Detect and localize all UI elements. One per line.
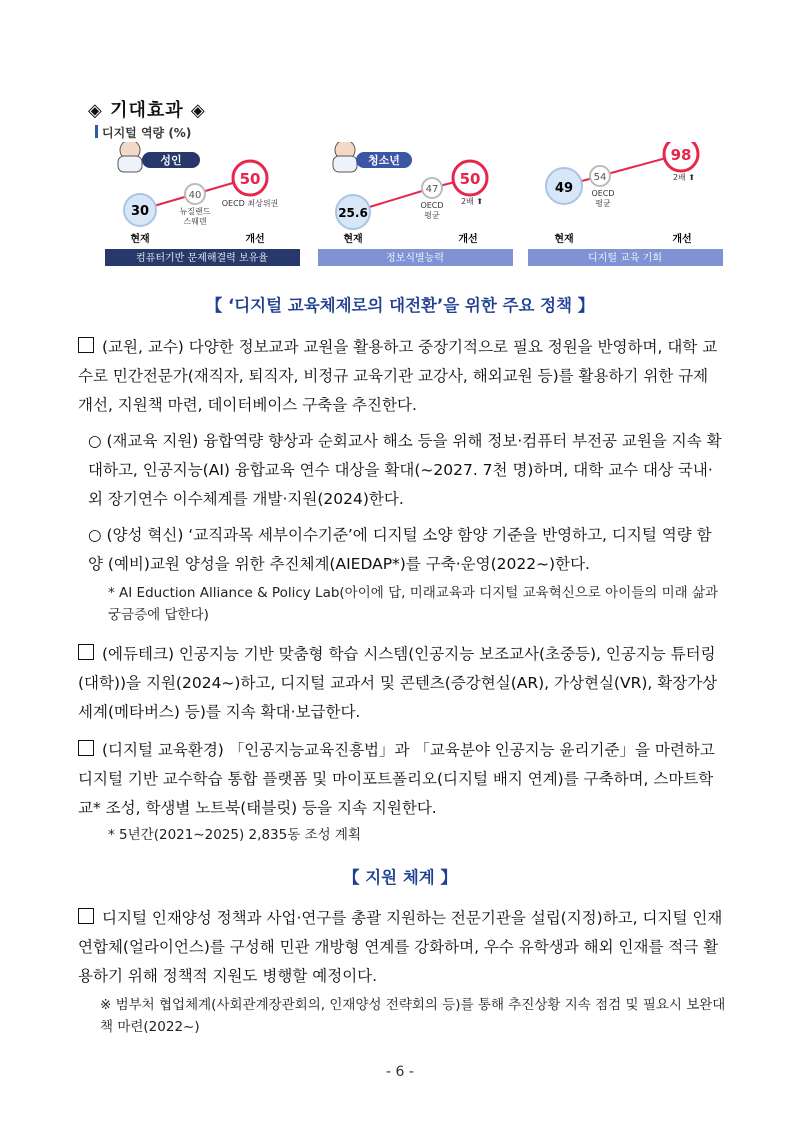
section-title-support: 【 지원 체계 】 <box>343 868 457 887</box>
note-interagency: ※ 범부처 협업체계(사회관계장관회의, 인재양성 전략회의 등)를 통해 추진상황 지속 점검 및 필요시 보완대책 마련(2022~) <box>100 997 726 1035</box>
panel-adult <box>105 142 300 266</box>
checkbox-icon <box>78 644 94 660</box>
youth-mid-value: 47 <box>425 184 439 195</box>
youth-target-label: 2배 ⬆ <box>460 197 484 206</box>
adult-improve-label: 개선 <box>245 234 265 245</box>
panel-youth <box>318 142 513 266</box>
youth-target-value: 50 <box>459 170 481 188</box>
youth-mid-label-1: OECD <box>420 201 444 210</box>
edu-mid-label-1: OECD <box>591 189 615 198</box>
edu-target-value: 98 <box>670 146 692 164</box>
page-number: - 6 - <box>386 1064 414 1080</box>
expected-effects-heading: ◈ 기대효과 ◈ <box>88 100 206 121</box>
para-support-system: 디지털 인재양성 정책과 사업·연구를 총괄 지원하는 전문기관을 설립(지정)하고, 디지털 인재 연합체(얼라이언스)를 구성해 민관 개방형 연계를 강화하며, 우수 유학생과 해외 인재를 적극 활용하기 위해 정책적 지원도 병행할 예정이다. <box>78 909 723 985</box>
badge-youth-text: 청소년 <box>368 154 400 167</box>
note-aiedap: * AI Eduction Alliance & Policy Lab(아이에 답, 미래교육과 디지털 교육혁신으로 아이들의 미래 삶과 궁금증에 답한다) <box>108 585 719 623</box>
checkbox-icon <box>78 337 94 353</box>
para-edutech: (에듀테크) 인공지능 기반 맞춤형 학습 시스템(인공지능 보조교사(초중등), 인공지능 튜터링(대학))을 지원(2024~)하고, 디지털 교과서 및 콘텐츠(증강현실(AR), 가상현실(VR), 확장가상세계(메타버스) 등)를 지속 확대·보급한다. <box>78 645 718 721</box>
youth-now-value: 25.6 <box>338 206 368 220</box>
para-teachers: (교원, 교수) 다양한 정보교과 교원을 활용하고 중장기적으로 필요 정원을 반영하며, 대학 교수로 민간전문가(재직자, 퇴직자, 비정규 교육기관 교강사, 해외교원 등)를 활용하기 위한 규제 개선, 지원책 마련, 데이터베이스 구축을 추진한다. <box>78 338 718 414</box>
edu-target-label: 2배 ⬆ <box>672 173 696 182</box>
adult-mid-label-2: 스웨덴 <box>183 217 207 226</box>
adult-now-label: 현재 <box>130 234 150 245</box>
edu-improve-label: 개선 <box>672 234 692 245</box>
youth-mid-label-2: 평균 <box>424 211 440 220</box>
chart-title: 디지털 역량 (%) <box>102 126 192 140</box>
badge-adult-text: 성인 <box>160 154 182 167</box>
edu-now-label: 현재 <box>554 234 574 245</box>
section-title-policies: 【 ‘디지털 교육체제로의 대전환’을 위한 주요 정책 】 <box>205 296 595 315</box>
adult-target-label: OECD 최상위권 <box>221 199 279 208</box>
youth-now-label: 현재 <box>343 234 363 245</box>
checkbox-icon <box>78 740 94 756</box>
adult-now-value: 30 <box>130 204 150 219</box>
para-retraining: ○ (재교육 지원) 융합역량 향상과 순회교사 해소 등을 위해 정보·컴퓨터 부전공 교원을 지속 확대하고, 인공지능(AI) 융합교육 연수 대상을 확대(~2027. 7천 명)하며, 대학 교수 대상 국내·외 장기연수 이수체계를 개발·지원(2024)한다. <box>88 432 722 508</box>
checkbox-icon <box>78 908 94 924</box>
edu-mid-value: 54 <box>593 172 607 183</box>
note-smart-school: * 5년간(2021∼2025) 2,835동 조성 계획 <box>108 827 361 843</box>
bullet-circle-icon: ○ <box>88 526 107 544</box>
edu-footer-text: 디지털 교육 기회 <box>588 253 662 264</box>
edu-mid-label-2: 평균 <box>595 199 611 208</box>
youth-improve-label: 개선 <box>458 234 478 245</box>
youth-footer-text: 정보식별능력 <box>386 253 444 264</box>
adult-mid-value: 40 <box>188 190 202 201</box>
adult-mid-label-1: 뉴질랜드 <box>179 207 211 216</box>
bullet-circle-icon: ○ <box>88 432 107 450</box>
edu-now-value: 49 <box>554 181 574 196</box>
adult-footer-text: 컴퓨터기반 문제해결력 보유율 <box>136 253 268 264</box>
panel-education <box>528 142 723 266</box>
digital-competency-chart <box>100 142 740 270</box>
adult-target-value: 50 <box>239 170 261 188</box>
para-training-innovation: ○ (양성 혁신) ‘교직과목 세부이수기준’에 디지털 소양 함양 기준을 반영하고, 디지털 역량 함양 (예비)교원 양성을 위한 추진체계(AIEDAP*)를 구축·운영(2022~)한다. <box>88 526 712 573</box>
para-digital-environment: (디지털 교육환경) 「인공지능교육진흥법」과 「교육분야 인공지능 윤리기준」을 마련하고 디지털 기반 교수학습 통합 플랫폼 및 마이포트폴리오(디지털 배지 연계)를 구축하며, 스마트학교* 조성, 학생별 노트북(태블릿) 등을 지속 지원한다. <box>78 741 715 817</box>
